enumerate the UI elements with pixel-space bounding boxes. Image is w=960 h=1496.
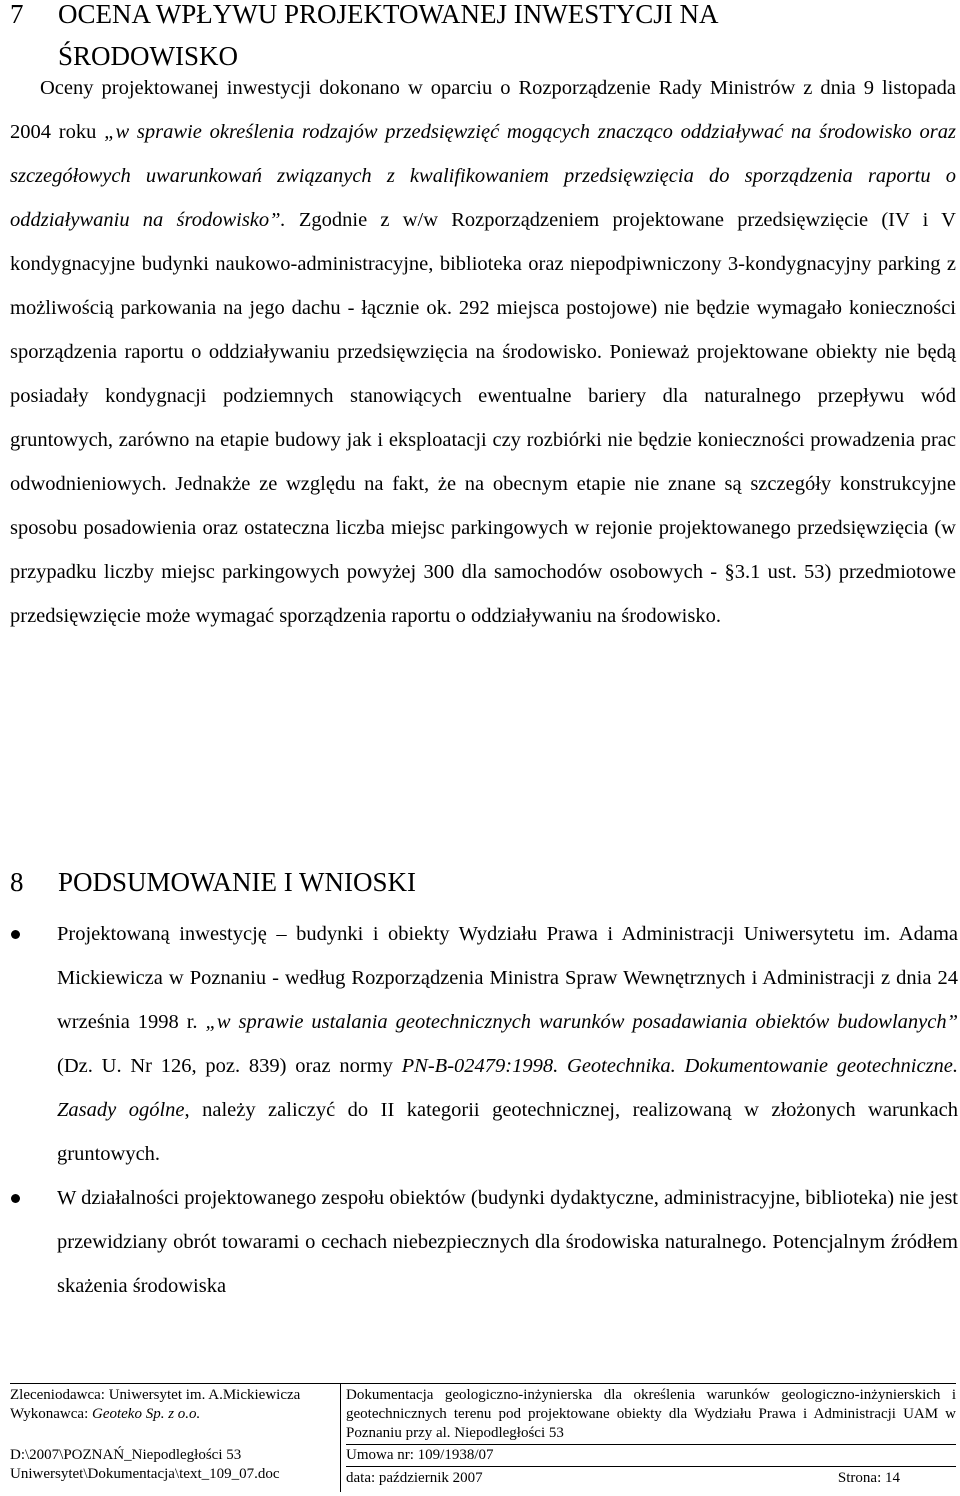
paragraph-text: Zgodnie z w/w Rozporządzeniem projektowane przedsięwzięcie (IV i V kondygnacyjne budynki naukowo-administracyjne, biblioteka oraz niepodpiwniczony 3-kondygnacyjny parking z możliwością parkowania na jego dachu - łącznie ok. 292 miejsca postojowe) nie będzie wymagało konieczności sporządzenia raportu o oddziaływaniu przedsięwzięcia na środowisko. Ponieważ projektowane obiekty nie będą posiadały kondygnacji podziemnych stanowiących ewentualne bariery dla naturalnego przepływu wód gruntowych, zarówno na etapie budowy jak i eksploatacji czy rozbiórki nie będzie konieczności prowadzenia prac odwodnieniowych. Jednakże ze względu na fakt, że na obecnym etapie nie znane są szczegóły konstrukcyjne sposobu posadowienia oraz ostateczna liczba miejsc parkingowych w rejonie projektowanego przedsięwzięcia (w przypadku liczby miejsc parkingowych powyżej 300 dla samochodów osobowych - §3.1 ust. 53) przedmiotowe przedsięwzięcie może wymagać sporządzenia raportu o oddziaływaniu na środowisko. xyxy=(10,209,956,627)
conclusions-list xyxy=(0,912,958,1308)
list-item-text: , należy zaliczyć do II kategorii geotechnicznej, realizowaną w złożonych warunkach gruntowych. xyxy=(57,1099,958,1165)
list-item-text: Projektowaną inwestycję – budynki i obiekty Wydziału Prawa i Administracji Uniwersytetu im. Adama Mickiewicza w Poznaniu - według Rozporządzenia Ministra Spraw Wewnętrznych i Administracji z dnia 24 września 1998 r. xyxy=(57,923,958,1033)
footer-contractor xyxy=(10,1405,340,1424)
section-8-heading xyxy=(10,860,416,904)
footer-page-number: Strona: 14 xyxy=(837,1470,900,1486)
file-path-line: Uniwersytet\Dokumentacja\text_109_07.doc xyxy=(10,1466,280,1482)
standard-title: PN-B-02479:1998. Geotechnika. Dokumentowanie geotechniczne. Zasady ogólne xyxy=(57,1055,959,1121)
list-item xyxy=(0,912,958,1176)
section-title-line2: ŚRODOWISKO xyxy=(58,41,239,71)
footer-divider xyxy=(346,1466,956,1467)
bullet-icon xyxy=(11,1194,20,1203)
section-title-line1: OCENA WPŁYWU PROJEKTOWANEJ INWESTYCJI NA xyxy=(58,0,719,29)
section-title: PODSUMOWANIE I WNIOSKI xyxy=(58,867,416,897)
list-item-text: W działalności projektowanego zespołu obiektów (budynki dydaktyczne, administracyjne, biblioteka) nie jest przewidziany obrót towarami o cechach niebezpiecznych dla środowiska naturalnego. Potencjalnym źródłem skażenia środowiska xyxy=(57,1187,958,1297)
contractor-name: Geoteko Sp. z o.o. xyxy=(91,1406,201,1422)
bullet-icon xyxy=(11,930,20,939)
list-item xyxy=(0,1176,958,1308)
list-item-text: (Dz. U. Nr 126, poz. 839) oraz normy xyxy=(57,1055,402,1077)
section-number: 8 xyxy=(10,867,24,897)
regulation-title: „w sprawie ustalania geotechnicznych warunków posadawiania obiektów budowlanych” xyxy=(205,1011,958,1033)
footer-client: Zleceniodawca: Uniwersytet im. A.Mickiewicza xyxy=(10,1387,301,1403)
footer-description: Dokumentacja geologiczno-inżynierska dla określenia warunków geologiczno-inżynierskich i geotechnicznych terenu pod projektowane obiekty dla Wydziału Prawa i Administracji UAM w Poznaniu przy al. Niepodległości 53 xyxy=(346,1387,956,1441)
footer-divider xyxy=(340,1384,341,1492)
file-path-line: D:\2007\POZNAŃ_Niepodległości 53 xyxy=(10,1447,242,1463)
footer-right xyxy=(346,1386,956,1443)
footer-divider xyxy=(346,1444,956,1445)
footer-left xyxy=(10,1386,340,1482)
section-number: 7 xyxy=(10,0,24,29)
regulation-title: „w sprawie określenia rodzajów przedsięwzięć mogących znacząco oddziaływać na środowisko oraz szczegółowych uwarunkowań związanych z kwalifikowaniem przedsięwzięcia do sporządzenia raportu o oddziaływaniu na środowisko”. xyxy=(10,121,957,231)
paragraph-text: Oceny projektowanej inwestycji dokonano w oparciu o Rozporządzenie Rady Ministrów z dnia 9 listopada 2004 roku xyxy=(10,77,956,143)
footer-contract: Umowa nr: 109/1938/07 xyxy=(346,1447,494,1463)
contractor-label: Wykonawca: xyxy=(10,1406,92,1422)
section-7-paragraph xyxy=(10,66,956,638)
footer-file-path xyxy=(10,1446,280,1484)
page-footer xyxy=(10,1383,956,1492)
footer-date: data: październik 2007 xyxy=(346,1470,483,1486)
